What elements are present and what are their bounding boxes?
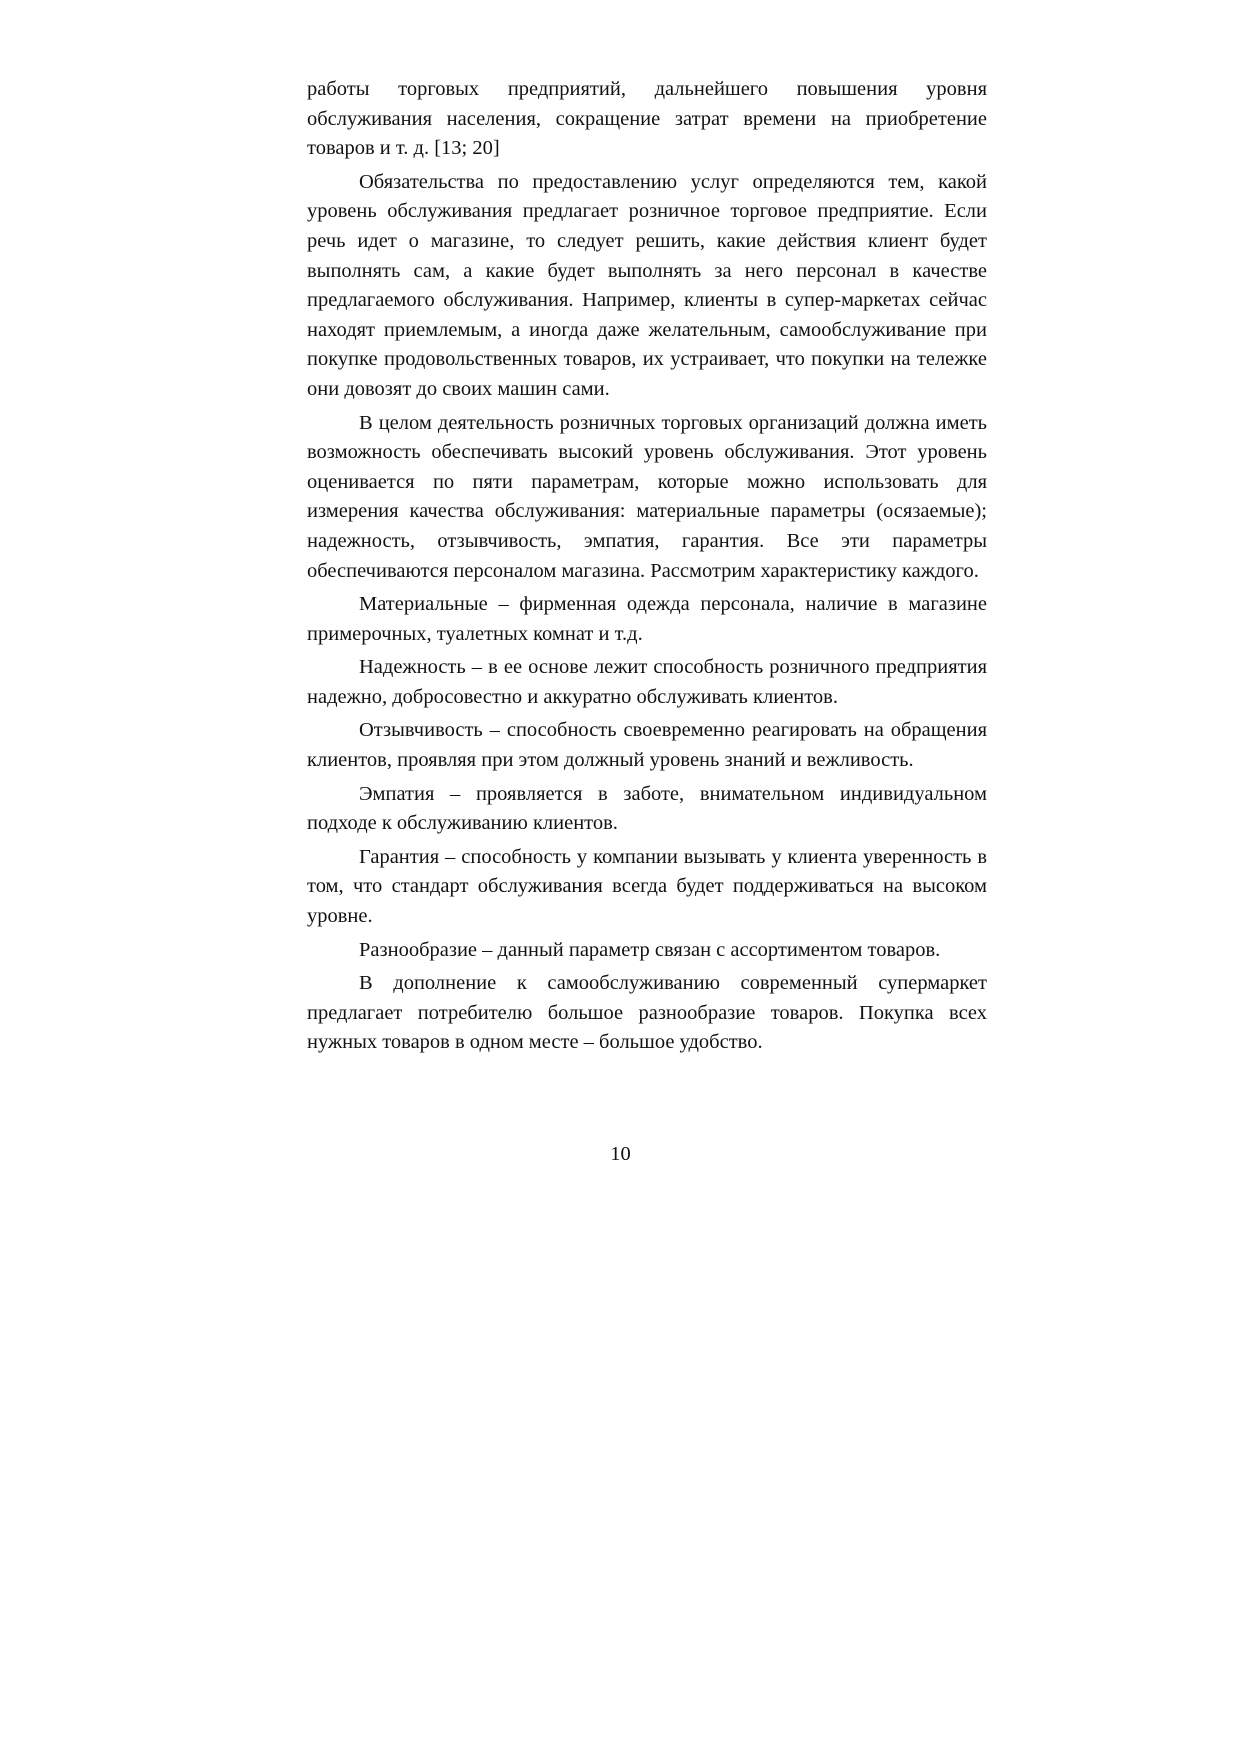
paragraph-service-obligations: Обязательства по предоставлению услуг определяются тем, какой уровень обслуживания предлагает розничное торговое предприятие. Если речь идет о магазине, то следует решить, какие действия клиент будет выполнять сам, а какие будет выполнять за него персонал в качестве предлагаемого обслуживания. Например, клиенты в супер-маркетах сейчас находят приемлемым, а иногда даже желательным, самообслуживание при покупке продовольственных товаров, их устраивает, что покупки на тележке они довозят до своих машин сами.	[307, 170, 987, 400]
paragraph-variety: Разнообразие – данный параметр связан с ассортиментом товаров.	[359, 938, 941, 961]
paragraph-empathy: Эмпатия – проявляется в заботе, внимательном индивидуальном подходе к обслуживанию клиентов.	[307, 782, 987, 835]
paragraph-service-level: В целом деятельность розничных торговых организаций должна иметь возможность обеспечивать высокий уровень обслуживания. Этот уровень оценивается по пяти параметрам, которые можно использовать для измерения качества обслуживания: материальные параметры (осязаемые); надежность, отзывчивость, эмпатия, гарантия. Все эти параметры обеспечиваются персоналом магазина. Рассмотрим характеристику каждого.	[307, 411, 987, 582]
paragraph-guarantee: Гарантия – способность у компании вызывать у клиента уверенность в том, что стандарт обслуживания всегда будет поддерживаться на высоком уровне.	[307, 845, 987, 928]
paragraph-supermarket: В дополнение к самообслуживанию современный супермаркет предлагает потребителю большое разнообразие товаров. Покупка всех нужных товаров в одном месте – большое удобство.	[307, 972, 987, 1054]
page-number: 10	[610, 1143, 631, 1165]
paragraph-material: Материальные – фирменная одежда персонала, наличие в магазине примерочных, туалетных комнат и т.д.	[307, 593, 987, 645]
paragraph-responsiveness: Отзывчивость – способность своевременно реагировать на обращения клиентов, проявляя при этом должный уровень знаний и вежливость.	[307, 719, 987, 772]
paragraph-reliability: Надежность – в ее основе лежит способность розничного предприятия надежно, добросовестно и аккуратно обслуживать клиентов.	[307, 656, 987, 708]
paragraph-continuation: работы торговых предприятий, дальнейшего повышения уровня обслуживания населения, сокращение затрат времени на приобретение товаров и т. д. [13; 20]	[307, 78, 987, 160]
document-page	[307, 75, 987, 1062]
